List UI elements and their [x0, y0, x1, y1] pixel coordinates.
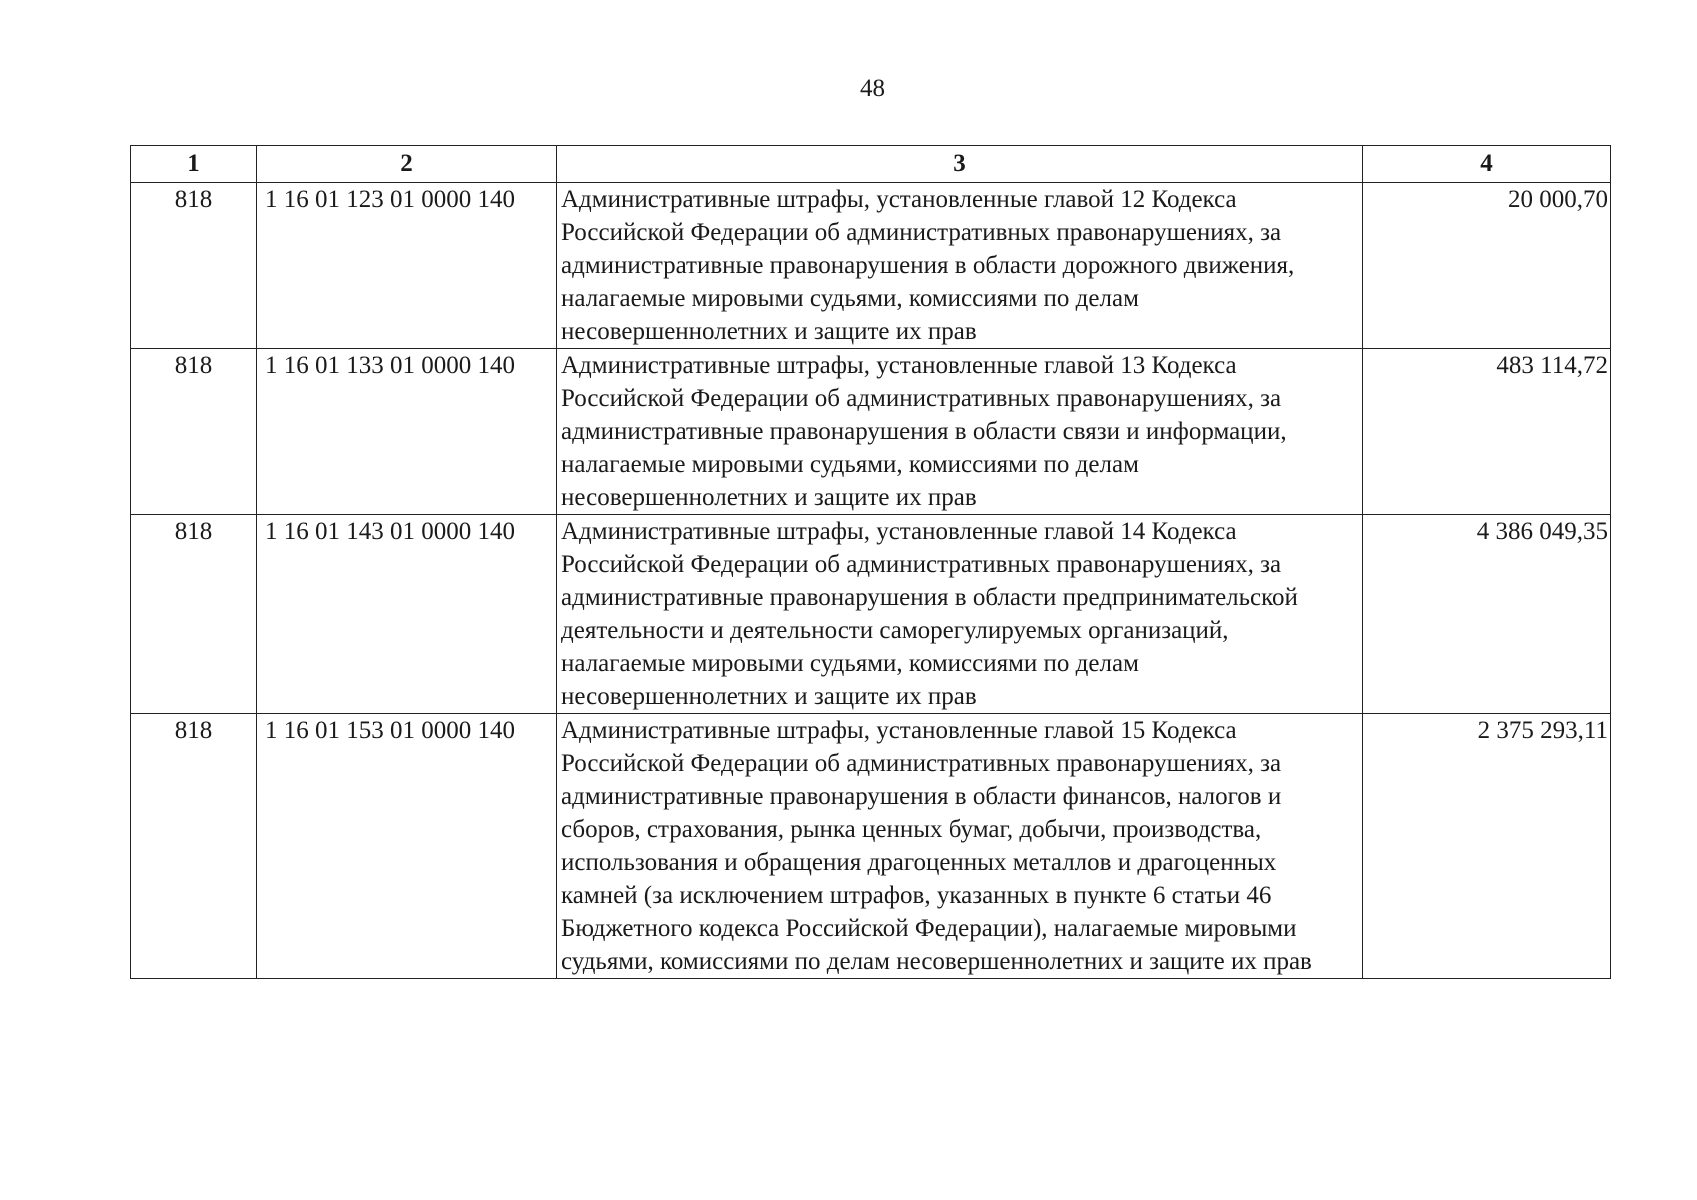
amount-cell: 483 114,72: [1363, 349, 1611, 515]
table-row: [131, 714, 1611, 979]
description-cell: Административные штрафы, установленные главой 13 Кодекса Российской Федерации об административных правонарушениях, за административные правонарушения в области связи и информации, налагаемые мировыми судьями, комиссиями по делам несовершеннолетних и защите их прав: [557, 349, 1363, 515]
description-cell: Административные штрафы, установленные главой 14 Кодекса Российской Федерации об административных правонарушениях, за административные правонарушения в области предпринимательской деятельности и деятельности саморегулируемых организаций, налагаемые мировыми судьями, комиссиями по делам несовершеннолетних и защите их прав: [557, 515, 1363, 714]
admin-code-cell: 818: [131, 515, 257, 714]
budget-code-cell: 1 16 01 123 01 0000 140: [257, 183, 557, 349]
table-row: [131, 349, 1611, 515]
column-header-1: 1: [131, 146, 257, 183]
revenue-table: [130, 145, 1611, 979]
description-cell: Административные штрафы, установленные главой 12 Кодекса Российской Федерации об административных правонарушениях, за административные правонарушения в области дорожного движения, налагаемые мировыми судьями, комиссиями по делам несовершеннолетних и защите их прав: [557, 183, 1363, 349]
budget-code-cell: 1 16 01 133 01 0000 140: [257, 349, 557, 515]
column-header-2: 2: [257, 146, 557, 183]
table-header-row: [131, 146, 1611, 183]
amount-cell: 20 000,70: [1363, 183, 1611, 349]
admin-code-cell: 818: [131, 714, 257, 979]
table-row: [131, 515, 1611, 714]
amount-cell: 2 375 293,11: [1363, 714, 1611, 979]
admin-code-cell: 818: [131, 349, 257, 515]
column-header-3: 3: [557, 146, 1363, 183]
page-number: 48: [860, 75, 885, 102]
description-cell: Административные штрафы, установленные главой 15 Кодекса Российской Федерации об административных правонарушениях, за административные правонарушения в области финансов, налогов и сборов, страхования, рынка ценных бумаг, добычи, производства, использования и обращения драгоценных металлов и драгоценных камней (за исключением штрафов, указанных в пункте 6 статьи 46 Бюджетного кодекса Российской Федерации), налагаемые мировыми судьями, комиссиями по делам несовершеннолетних и защите их прав: [557, 714, 1363, 979]
budget-code-cell: 1 16 01 143 01 0000 140: [257, 515, 557, 714]
amount-cell: 4 386 049,35: [1363, 515, 1611, 714]
table-row: [131, 183, 1611, 349]
admin-code-cell: 818: [131, 183, 257, 349]
budget-code-cell: 1 16 01 153 01 0000 140: [257, 714, 557, 979]
column-header-4: 4: [1363, 146, 1611, 183]
